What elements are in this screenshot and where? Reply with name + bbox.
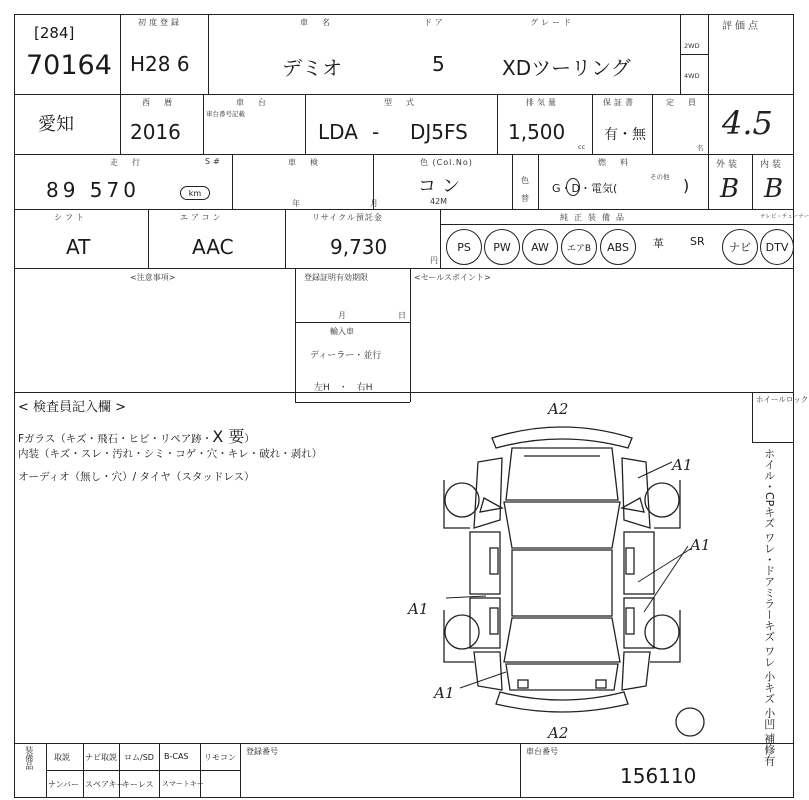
rule-row2 [14,154,794,155]
fuel-other: その他 [650,173,670,181]
equipment-label: 純正装備品 [560,213,630,222]
rule-v [305,94,306,154]
equip-smart-key: スマートキー [162,780,204,788]
rule-lock [752,442,794,443]
equip-pw: PW [484,229,520,265]
equip-remote: リモコン [204,753,236,762]
rule-reg [295,402,410,403]
rule-v [440,209,441,268]
equip-rom-sd: ロム/SD [124,753,154,762]
tv-label: テレビ・チューナー [760,214,809,220]
vin-label: 車 台 [236,98,269,107]
first-reg-label: 初度登録 [138,18,182,27]
equip-aw: AW [522,229,558,265]
capacity-unit: 名 [697,144,704,152]
rule-v [148,209,149,268]
rule-v [497,94,498,154]
doors-label: ドア [424,18,446,27]
damage-mark-a1-left-rear: A1 [434,684,455,702]
model-code: DJ5FS [410,120,468,144]
equip-ps: PS [446,229,482,265]
handle-side: 左H ・ 右H [314,383,373,393]
warranty-value: 有・無 [604,127,646,143]
rule-v [752,154,753,209]
rule-v [120,14,121,94]
rule-v [285,209,286,268]
vin-note: 車台番号記載 [206,110,245,118]
inspector-glass-text: Fガラス（キズ・飛石・ヒビ・リペア跡・ [18,433,213,445]
inspector-audio: オーディオ（無し・穴）/ タイヤ（スタッドレス） [18,471,255,483]
rule-v [120,94,121,154]
equip-bcas: B-CAS [164,752,189,761]
shift-label: シフト [54,213,87,222]
displacement-label: 排気量 [526,98,559,107]
inspector-title: < 検査員記入欄 > [18,400,127,415]
inspection-month: 月 [370,199,378,208]
capacity-label: 定 員 [666,98,699,107]
drive-4wd: 4WD [684,72,700,80]
color-label: 色 (Col.No) [420,158,473,167]
displacement-unit: cc [578,143,586,151]
reg-date-label: 登録証明有効期限 [304,273,368,282]
grade-label: グレード [530,18,574,27]
diesel-circle [566,178,580,196]
inspector-interior: 内装（キズ・スレ・汚れ・シミ・コゲ・穴・キレ・破れ・剥れ） [18,448,323,460]
doors: 5 [432,52,445,76]
rule-v [512,154,513,209]
recycle-unit: 円 [430,256,438,265]
rule-v [752,392,753,442]
lot-header [30,17,32,25]
reg-number-label: 登録番号 [246,747,278,756]
exterior-label: 外装 [716,160,741,170]
recycle: 9,730 [330,235,388,259]
car-name: デミオ [282,56,342,80]
score-label: 評価点 [722,21,761,32]
rule-v [520,743,521,798]
damage-mark-a1-front-right: A1 [672,456,693,474]
inspector-side-note: ホイル・CPキズ ワレ・ドアミラーキズ ワレ 小キズ 小凹 補修有 [762,448,776,766]
damage-mark-a1-right-side: A1 [690,536,711,554]
ac: AAC [192,235,234,259]
chassis-label: 車台番号 [526,747,558,756]
rule-v [203,94,204,154]
sales-label: <セールスポイント> [414,273,491,282]
equip-sunroof: SR [690,235,705,248]
inspector-glass [18,424,255,447]
equip-abs: ABS [600,229,636,265]
mileage-label: 走 行 [110,158,143,167]
fuel-options: G・D・電気( [552,182,618,195]
drive-2wd: 2WD [684,42,700,50]
rule-v [410,268,411,402]
rule-notes [14,392,794,393]
equip-navi: ナビ [722,229,758,265]
rule-drive [680,54,708,55]
rule-row3 [14,209,794,210]
score: 4.5 [722,104,773,142]
lot-number: 70164 [26,50,112,81]
rule-v [652,94,653,154]
lot-label: [284] [34,24,75,42]
mileage-unit-badge [180,186,210,200]
rule-v [538,154,539,209]
inspection-label: 車 検 [288,158,321,167]
equip-spare-key: スペアキー [85,780,125,789]
mileage: 89 570 [46,178,140,202]
year-label: 西 暦 [142,98,175,107]
recycle-label: リサイクル預託金 [312,213,383,222]
model-prefix: LDA [318,120,358,144]
rule-v [240,743,241,798]
notes-label: <注意事項> [130,273,176,282]
color: コン [418,176,466,197]
rule-footer [14,743,794,744]
first-reg-value: H28 6 [130,52,190,76]
equip-navi-manual: ナビ取説 [85,753,117,762]
chassis-number: 156110 [620,764,697,788]
rule-v [592,94,593,154]
damage-mark-a1-left-side: A1 [408,600,429,618]
mileage-unit: km [188,189,202,198]
rule-v [295,268,296,402]
rule-v [708,14,709,209]
inspector-glass-end: ） [244,433,255,445]
import-label: 輸入車 [330,327,354,336]
rule-v [232,154,233,209]
sh-label: S# [205,157,223,166]
year: 2016 [130,120,181,144]
equip-dtv: DTV [760,229,794,265]
equip-items-label: 装備品 [24,746,34,770]
reg-day: 日 [398,311,406,320]
rule-footer-mid [46,770,240,771]
ac-label: エアコン [180,213,224,222]
warranty-label: 保証書 [603,98,636,107]
rule-row1 [14,94,794,95]
interior-label: 内装 [760,160,785,170]
grade: XDツーリング [502,56,631,80]
rule-row4 [14,268,794,269]
shift: AT [66,235,91,259]
damage-mark-a2-bottom: A2 [548,724,569,742]
color-code: 42M [430,197,448,206]
model-label: 型 式 [384,98,417,107]
car-name-label: 車 名 [300,18,333,27]
rule-equip [440,224,794,225]
rule-v [208,14,209,94]
model-dash: - [372,120,380,144]
inspector-glass-mark: X 要 [212,427,245,446]
fuel-close: ) [683,176,690,195]
equip-number-plate: ナンバー [48,780,80,789]
wheel-lock: ホイールロック [756,395,809,404]
dealer-parallel: ディーラー・並行 [310,351,382,361]
interior: B [764,174,784,204]
reg-month: 月 [338,311,346,320]
exterior: B [720,174,740,204]
equip-leather: 革 [653,237,664,250]
region: 愛知 [38,114,74,135]
inspection-year: 年 [292,199,300,208]
rule-reg [295,322,410,323]
equip-keyless: キーレス [122,780,154,789]
equip-manual: 取説 [54,753,70,762]
equip-airbag: エアB [561,229,597,265]
displacement: 1,500 [508,120,566,144]
color-change: 色替 [521,176,529,203]
fuel-label: 燃 料 [598,158,631,167]
damage-mark-a2-top: A2 [548,400,569,418]
